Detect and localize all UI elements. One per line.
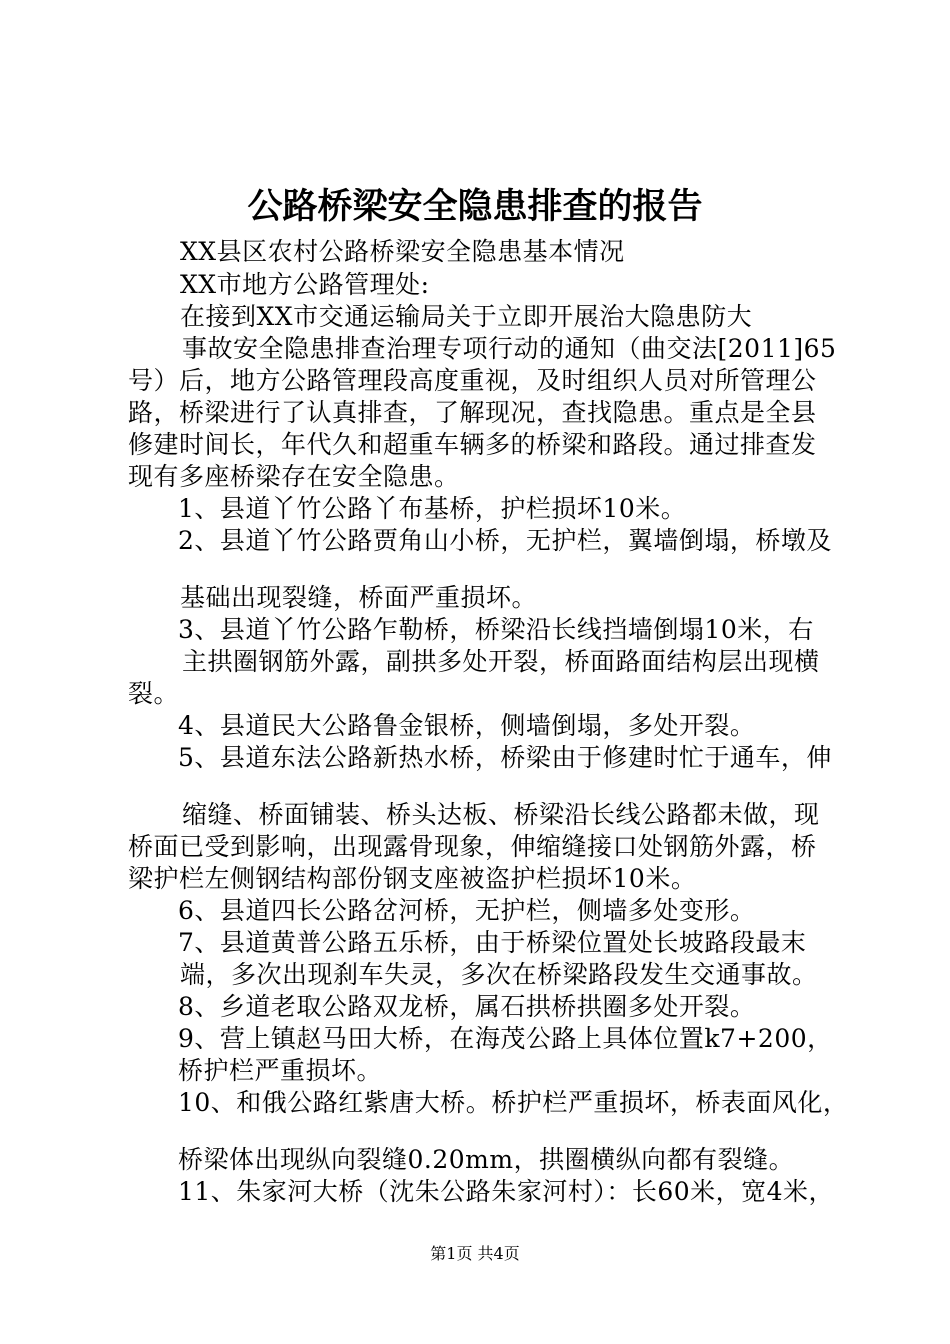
list-item: 10、和俄公路红紫唐大桥。桥护栏严重损坏，桥表面风化，: [178, 1088, 849, 1117]
list-item: 5、县道东法公路新热水桥，桥梁由于修建时忙于通车，伸: [178, 743, 832, 772]
text-line: XX市地方公路管理处:: [180, 270, 430, 299]
text-line: 桥梁体出现纵向裂缝0.20mm，拱圈横纵向都有裂缝。: [178, 1145, 795, 1174]
document-title: 公路桥梁安全隐患排查的报告: [247, 186, 703, 227]
text-line: 在接到XX市交通运输局关于立即开展治大隐患防大: [180, 302, 753, 331]
list-item: 1、县道丫竹公路丫布基桥，护栏损坏10米。: [178, 494, 687, 523]
text-line: 路，桥梁进行了认真排查，了解现况，查找隐患。重点是全县: [128, 398, 817, 427]
text-line: XX县区农村公路桥梁安全隐患基本情况: [180, 237, 625, 266]
text-line: 基础出现裂缝，桥面严重损坏。: [180, 583, 538, 612]
text-line: 桥面已受到影响，出现露骨现象，伸缩缝接口处钢筋外露，桥: [128, 832, 817, 861]
text-line: 修建时间长，年代久和超重车辆多的桥梁和路段。通过排查发: [128, 430, 817, 459]
text-line: 桥护栏严重损坏。: [178, 1056, 383, 1085]
text-line: 缩缝、桥面铺装、桥头达板、桥梁沿长线公路都未做，现: [182, 800, 820, 829]
list-item: 8、乡道老取公路双龙桥，属石拱桥拱圈多处开裂。: [178, 992, 756, 1021]
page-footer: 第1页 共4页: [430, 1244, 520, 1263]
list-item: 3、县道丫竹公路乍勒桥，桥梁沿长线挡墙倒塌10米，右: [178, 615, 814, 644]
text-line: 主拱圈钢筋外露，副拱多处开裂，桥面路面结构层出现横: [182, 647, 820, 676]
list-item: 7、县道黄普公路五乐桥，由于桥梁位置处长坡路段最末: [178, 928, 807, 957]
list-item: 11、朱家河大桥（沈朱公路朱家河村）：长60米，宽4米，: [178, 1177, 835, 1206]
text-line: 裂。: [128, 679, 180, 708]
list-item: 9、营上镇赵马田大桥，在海茂公路上具体位置k7+200，: [178, 1024, 833, 1053]
text-line: 现有多座桥梁存在安全隐患。: [128, 462, 460, 491]
list-item: 2、县道丫竹公路贾角山小桥，无护栏，翼墙倒塌，桥墩及: [178, 526, 832, 555]
list-item: 6、县道四长公路岔河桥，无护栏，侧墙多处变形。: [178, 896, 756, 925]
text-line: 号）后，地方公路管理段高度重视，及时组织人员对所管理公: [128, 366, 817, 395]
text-line: 事故安全隐患排查治理专项行动的通知（曲交法[2011]65: [182, 334, 837, 363]
text-line: 端，多次出现刹车失灵，多次在桥梁路段发生交通事故。: [180, 960, 818, 989]
list-item: 4、县道民大公路鲁金银桥，侧墙倒塌，多处开裂。: [178, 711, 756, 740]
text-line: 梁护栏左侧钢结构部份钢支座被盗护栏损坏10米。: [128, 864, 697, 893]
